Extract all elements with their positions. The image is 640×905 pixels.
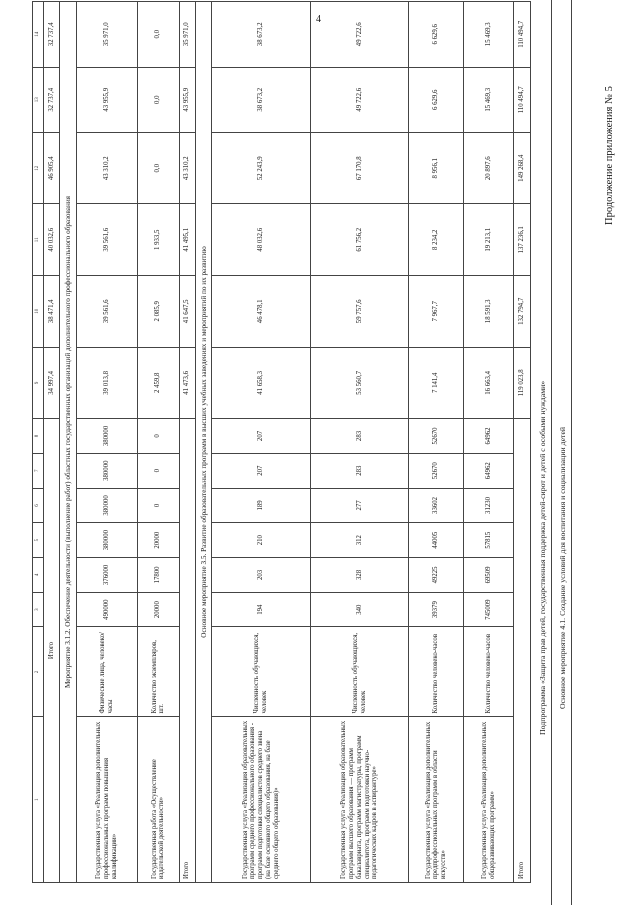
value-cell: 210 (212, 523, 311, 558)
value-cell: 15 469,3 (464, 67, 514, 132)
value-cell: 64962 (464, 419, 514, 454)
value-cell: 0 (138, 453, 180, 488)
value-cell: 7 141,4 (409, 347, 464, 419)
value-cell: 380000 (76, 488, 137, 523)
section-header-row (60, 2, 76, 883)
value-cell: 110 494,7 (514, 67, 531, 132)
value-cell: 745009 (464, 592, 514, 627)
value-cell: 43 310,2 (179, 132, 195, 204)
table-row (76, 2, 137, 883)
value-cell: 6 629,6 (409, 67, 464, 132)
value-cell: 39379 (409, 592, 464, 627)
value-cell: 312 (310, 523, 409, 558)
column-number: 14 (33, 2, 44, 68)
page-number: 4 (316, 14, 321, 25)
value-cell: 7 967,7 (409, 276, 464, 348)
table-row (138, 2, 180, 883)
value-cell: 203 (212, 558, 311, 593)
value-cell: 0,0 (138, 2, 180, 68)
column-number: 3 (33, 592, 44, 627)
main-event-title: Основное мероприятие 4.1. Создание условий для воспитания и социализации детей (558, 426, 567, 709)
value-cell: 132 794,7 (514, 276, 531, 348)
value-cell: 283 (310, 419, 409, 454)
value-cell: 149 268,4 (514, 132, 531, 204)
value-cell: 0,0 (138, 67, 180, 132)
service-name: Государственная услуга «Реализация дополнительных общеразвивающих программ» (464, 717, 514, 883)
column-number-row (33, 2, 44, 883)
value-cell: 41 473,6 (179, 347, 195, 419)
budget-table (32, 1, 531, 883)
value-cell: 0 (138, 488, 180, 523)
service-name: Государственная работа «Осуществление издательской деятельности» (138, 717, 180, 883)
column-number: 1 (33, 717, 44, 883)
divider (571, 0, 572, 905)
value-cell: 49225 (409, 558, 464, 593)
table-row (464, 2, 514, 883)
column-number: 5 (33, 523, 44, 558)
column-number: 8 (33, 419, 44, 454)
table-row (212, 2, 311, 883)
column-number: 10 (33, 276, 44, 348)
value-cell: 17800 (138, 558, 180, 593)
service-name: Государственная услуга «Реализация образовательных программ высшего образования — программ бакалавриата, программ магистратуры, программ специалитета, программ подготовки научно-педагогических кадров в аспирантуре» (310, 717, 409, 883)
unit-cell: Численность обучающихся, человек (310, 627, 409, 717)
unit-cell: Количество человеко-часов (409, 627, 464, 717)
value-cell: 38 673,2 (212, 67, 311, 132)
value-cell: 19 213,1 (464, 204, 514, 276)
value-cell: 18 591,3 (464, 276, 514, 348)
value-cell: 67 170,8 (310, 132, 409, 204)
value-cell: 43 955,9 (76, 67, 137, 132)
value-cell: 39 561,6 (76, 276, 137, 348)
value-cell: 39 013,8 (76, 347, 137, 419)
value-cell: 32 737,4 (43, 2, 59, 68)
value-cell: 46 478,1 (212, 276, 311, 348)
value-cell: 110 494,7 (514, 2, 531, 68)
section-header-row (196, 2, 212, 883)
service-name: Государственная услуга «Реализация дополнительных профессиональных программ повышения квалификации» (76, 717, 137, 883)
value-cell: 20000 (138, 592, 180, 627)
value-cell: 490000 (76, 592, 137, 627)
value-cell: 53 560,7 (310, 347, 409, 419)
unit-cell: Численность обучающихся, человек (212, 627, 311, 717)
value-cell: 194 (212, 592, 311, 627)
column-number: 7 (33, 453, 44, 488)
value-cell: 64962 (464, 453, 514, 488)
unit-cell: Физические лица, человеко/часы (76, 627, 137, 717)
service-name: Государственная услуга «Реализация дополнительных предпрофессиональных программ в области искусств» (409, 717, 464, 883)
service-name: Государственная услуга «Реализация образовательных программ среднего профессионального образования - программ подготовки специалистов среднего звена (на базе основного общего образования, на базе среднего общего образования)» (212, 717, 311, 883)
value-cell: 376000 (76, 558, 137, 593)
value-cell: 15 469,3 (464, 2, 514, 68)
value-cell: 380000 (76, 523, 137, 558)
value-cell: 43 955,9 (179, 67, 195, 132)
total-label: Итого (43, 419, 59, 883)
value-cell: 41 658,3 (212, 347, 311, 419)
value-cell: 57815 (464, 523, 514, 558)
value-cell: 44005 (409, 523, 464, 558)
value-cell: 52670 (409, 453, 464, 488)
value-cell: 43 310,2 (76, 132, 137, 204)
value-cell: 52 243,9 (212, 132, 311, 204)
value-cell: 38 673,2 (212, 2, 311, 68)
value-cell: 35 971,0 (76, 2, 137, 68)
value-cell: 32 737,4 (43, 67, 59, 132)
table-row (310, 2, 409, 883)
value-cell: 6 629,6 (409, 2, 464, 68)
value-cell: 328 (310, 558, 409, 593)
column-number: 12 (33, 132, 44, 204)
value-cell: 189 (212, 488, 311, 523)
value-cell: 283 (310, 453, 409, 488)
value-cell: 48 032,6 (212, 204, 311, 276)
unit-cell: Количество экземпляров, шт. (138, 627, 180, 717)
value-cell: 39 561,6 (76, 204, 137, 276)
section-title: Мероприятие 3.1.2. Обеспечение деятельности (выполнение работ) областных государственных организаций дополнительного профессионального образования (60, 2, 76, 883)
subprogram-title: Подпрограмма «Защита прав детей, государственная поддержка детей-сирот и детей с особыми нуждами» (538, 380, 547, 735)
value-cell: 46 905,4 (43, 132, 59, 204)
value-cell: 277 (310, 488, 409, 523)
value-cell: 380000 (76, 419, 137, 454)
value-cell: 52670 (409, 419, 464, 454)
value-cell: 2 459,8 (138, 347, 180, 419)
value-cell: 69509 (464, 558, 514, 593)
value-cell: 38 471,4 (43, 276, 59, 348)
value-cell: 119 023,8 (514, 347, 531, 419)
value-cell: 41 647,5 (179, 276, 195, 348)
value-cell: 33602 (409, 488, 464, 523)
value-cell: 31230 (464, 488, 514, 523)
value-cell: 49 722,6 (310, 2, 409, 68)
value-cell: 35 971,0 (179, 2, 195, 68)
section-title: Основное мероприятие 3.5. Развитие образовательных программ в высших учебных заведениях и мероприятий по их развитию (196, 2, 212, 883)
total-label: Итого (514, 419, 531, 883)
value-cell: 20 897,6 (464, 132, 514, 204)
value-cell: 8 956,1 (409, 132, 464, 204)
value-cell: 49 722,6 (310, 67, 409, 132)
total-label: Итого (179, 419, 195, 883)
value-cell: 40 032,6 (43, 204, 59, 276)
value-cell: 380000 (76, 453, 137, 488)
table-row (409, 2, 464, 883)
unit-cell: Количество человеко-часов (464, 627, 514, 717)
value-cell: 207 (212, 419, 311, 454)
column-number: 6 (33, 488, 44, 523)
value-cell: 20000 (138, 523, 180, 558)
section-total-row (179, 2, 195, 883)
top-total-row (43, 2, 59, 883)
value-cell: 0,0 (138, 132, 180, 204)
divider (551, 0, 552, 905)
value-cell: 2 085,9 (138, 276, 180, 348)
column-number: 4 (33, 558, 44, 593)
value-cell: 340 (310, 592, 409, 627)
value-cell: 41 495,1 (179, 204, 195, 276)
value-cell: 59 757,6 (310, 276, 409, 348)
column-number: 13 (33, 67, 44, 132)
value-cell: 0 (138, 419, 180, 454)
value-cell: 1 933,5 (138, 204, 180, 276)
column-number: 9 (33, 347, 44, 419)
column-number: 2 (33, 627, 44, 717)
value-cell: 137 236,1 (514, 204, 531, 276)
value-cell: 8 234,2 (409, 204, 464, 276)
appendix-title: Продолжение приложения № 5 (604, 86, 615, 225)
value-cell: 34 997,4 (43, 347, 59, 419)
value-cell: 207 (212, 453, 311, 488)
column-number: 11 (33, 204, 44, 276)
value-cell: 16 663,4 (464, 347, 514, 419)
value-cell: 61 756,2 (310, 204, 409, 276)
section-total-row (514, 2, 531, 883)
